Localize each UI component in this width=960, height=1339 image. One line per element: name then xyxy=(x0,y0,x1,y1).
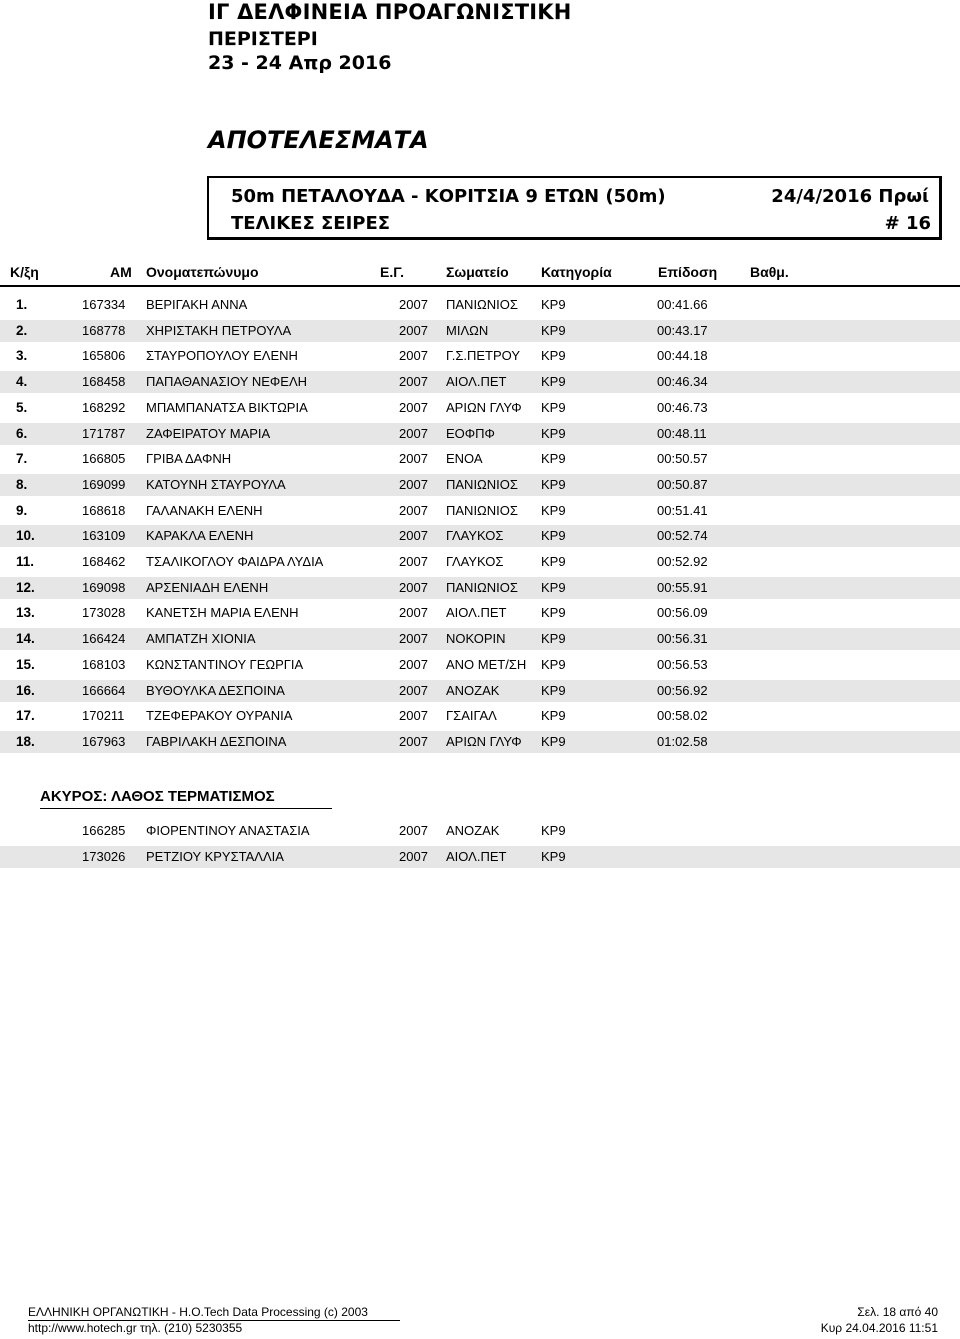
name-cell: ΖΑΦΕΙΡΑΤΟΥ ΜΑΡΙΑ xyxy=(146,426,271,441)
club-cell: ΑΙΟΛ.ΠΕΤ xyxy=(446,849,507,864)
year-cell: 2007 xyxy=(399,528,428,543)
col-club: Σωματείο xyxy=(446,264,509,280)
time-cell: 00:44.18 xyxy=(657,348,708,363)
col-category: Κατηγορία xyxy=(541,264,612,280)
time-cell: 00:46.34 xyxy=(657,374,708,389)
year-cell: 2007 xyxy=(399,849,428,864)
year-cell: 2007 xyxy=(399,554,428,569)
name-cell: ΤΣΑΛΙΚΟΓΛΟΥ ΦΑΙΔΡΑ ΛΥΔΙΑ xyxy=(146,554,324,569)
category-cell: ΚΡ9 xyxy=(541,849,566,864)
category-cell: ΚΡ9 xyxy=(541,554,566,569)
am-cell: 167963 xyxy=(82,734,126,749)
time-cell: 00:55.91 xyxy=(657,580,708,595)
club-cell: ΑΝΟΖΑΚ xyxy=(446,683,500,698)
am-cell: 165806 xyxy=(82,348,126,363)
name-cell: ΑΡΣΕΝΙΑΔΗ ΕΛΕΝΗ xyxy=(146,580,269,595)
club-cell: ΑΙΟΛ.ΠΕΤ xyxy=(446,374,507,389)
time-cell: 00:56.31 xyxy=(657,631,708,646)
time-cell: 00:56.92 xyxy=(657,683,708,698)
col-points: Βαθμ. xyxy=(750,264,789,280)
time-cell: 00:52.92 xyxy=(657,554,708,569)
name-cell: ΒΥΘΟΥΛΚΑ ΔΕΣΠΟΙΝΑ xyxy=(146,683,285,698)
event-date: 24/4/2016 Πρωί xyxy=(771,186,929,207)
rank-cell: 6. xyxy=(16,426,28,441)
table-row xyxy=(0,525,960,547)
club-cell: ΑΡΙΩΝ ΓΛΥΦ xyxy=(446,734,522,749)
time-cell: 00:48.11 xyxy=(657,426,707,441)
year-cell: 2007 xyxy=(399,631,428,646)
year-cell: 2007 xyxy=(399,451,428,466)
club-cell: ΕΟΦΠΦ xyxy=(446,426,495,441)
table-row xyxy=(0,448,960,470)
rank-cell: 4. xyxy=(16,374,28,389)
name-cell: ΤΖΕΦΕΡΑΚΟΥ ΟΥΡΑΝΙΑ xyxy=(146,708,293,723)
club-cell: ΓΛΑΥΚΟΣ xyxy=(446,528,504,543)
table-row xyxy=(0,371,960,393)
am-cell: 168618 xyxy=(82,503,126,518)
category-cell: ΚΡ9 xyxy=(541,297,566,312)
time-cell: 00:51.41 xyxy=(657,503,708,518)
year-cell: 2007 xyxy=(399,374,428,389)
am-cell: 169098 xyxy=(82,580,126,595)
name-cell: ΒΕΡΙΓΑΚΗ ΑΝΝΑ xyxy=(146,297,248,312)
am-cell: 166805 xyxy=(82,451,126,466)
table-row xyxy=(0,345,960,367)
time-cell: 00:46.73 xyxy=(657,400,708,415)
time-cell: 00:50.87 xyxy=(657,477,708,492)
time-cell: 00:43.17 xyxy=(657,323,708,338)
am-cell: 168778 xyxy=(82,323,126,338)
disqualified-title: ΑΚΥΡΟΣ: ΛΑΘΟΣ ΤΕΡΜΑΤΙΣΜΟΣ xyxy=(40,788,275,805)
meet-city: ΠΕΡΙΣΤΕΡΙ xyxy=(208,28,318,50)
rank-cell: 12. xyxy=(16,580,35,595)
time-cell: 00:56.09 xyxy=(657,605,708,620)
club-cell: ΠΑΝΙΩΝΙΟΣ xyxy=(446,297,518,312)
col-am: ΑΜ xyxy=(110,264,132,280)
club-cell: ΠΑΝΙΩΝΙΟΣ xyxy=(446,503,518,518)
am-cell: 163109 xyxy=(82,528,126,543)
category-cell: ΚΡ9 xyxy=(541,708,566,723)
col-rank: Κ/ξη xyxy=(10,264,39,280)
club-cell: ΠΑΝΙΩΝΙΟΣ xyxy=(446,580,518,595)
am-cell: 168462 xyxy=(82,554,126,569)
am-cell: 173026 xyxy=(82,849,126,864)
col-time: Επίδοση xyxy=(658,264,718,280)
year-cell: 2007 xyxy=(399,683,428,698)
category-cell: ΚΡ9 xyxy=(541,605,566,620)
disqualified-underline xyxy=(40,808,332,809)
event-name: 50m ΠΕΤΑΛΟΥΔΑ - ΚΟΡΙΤΣΙΑ 9 ΕΤΩΝ (50m) xyxy=(231,186,666,207)
year-cell: 2007 xyxy=(399,426,428,441)
name-cell: ΓΡΙΒΑ ΔΑΦΝΗ xyxy=(146,451,232,466)
club-cell: ΑΝΟ ΜΕΤ/ΣΗ xyxy=(446,657,527,672)
am-cell: 166285 xyxy=(82,823,126,838)
rank-cell: 5. xyxy=(16,400,28,415)
name-cell: ΓΑΒΡΙΛΑΚΗ ΔΕΣΠΟΙΝΑ xyxy=(146,734,287,749)
rank-cell: 15. xyxy=(16,657,35,672)
rank-cell: 3. xyxy=(16,348,28,363)
year-cell: 2007 xyxy=(399,323,428,338)
table-row xyxy=(0,705,960,727)
table-row xyxy=(0,551,960,573)
category-cell: ΚΡ9 xyxy=(541,823,566,838)
table-row xyxy=(0,397,960,419)
event-number: # 16 xyxy=(884,213,931,234)
rank-cell: 8. xyxy=(16,477,28,492)
year-cell: 2007 xyxy=(399,348,428,363)
am-cell: 167334 xyxy=(82,297,126,312)
category-cell: ΚΡ9 xyxy=(541,631,566,646)
time-cell: 00:58.02 xyxy=(657,708,708,723)
table-row xyxy=(0,680,960,702)
club-cell: ΑΡΙΩΝ ΓΛΥΦ xyxy=(446,400,522,415)
rank-cell: 13. xyxy=(16,605,35,620)
category-cell: ΚΡ9 xyxy=(541,683,566,698)
rank-cell: 1. xyxy=(16,297,28,312)
club-cell: ΜΙΛΩΝ xyxy=(446,323,489,338)
col-name: Ονοματεπώνυμο xyxy=(146,264,259,280)
table-row xyxy=(0,500,960,522)
category-cell: ΚΡ9 xyxy=(541,323,566,338)
footer-company: ΕΛΛΗΝΙΚΗ ΟΡΓΑΝΩΤΙΚΗ - Η.Ο.Tech Data Processing (c) 2003 xyxy=(28,1305,368,1319)
club-cell: Γ.Σ.ΠΕΤΡΟΥ xyxy=(446,348,521,363)
category-cell: ΚΡ9 xyxy=(541,374,566,389)
club-cell: ΓΛΑΥΚΟΣ xyxy=(446,554,504,569)
club-cell: ΓΣΑΙΓΑΛ xyxy=(446,708,497,723)
rank-cell: 14. xyxy=(16,631,35,646)
header-divider xyxy=(0,285,960,287)
time-cell: 00:52.74 xyxy=(657,528,708,543)
time-cell: 01:02.58 xyxy=(657,734,708,749)
rank-cell: 10. xyxy=(16,528,35,543)
category-cell: ΚΡ9 xyxy=(541,451,566,466)
table-row xyxy=(0,731,960,753)
year-cell: 2007 xyxy=(399,657,428,672)
time-cell: 00:50.57 xyxy=(657,451,708,466)
year-cell: 2007 xyxy=(399,503,428,518)
footer-timestamp: Κυρ 24.04.2016 11:51 xyxy=(820,1321,938,1335)
category-cell: ΚΡ9 xyxy=(541,400,566,415)
category-cell: ΚΡ9 xyxy=(541,503,566,518)
club-cell: ΑΝΟΖΑΚ xyxy=(446,823,500,838)
year-cell: 2007 xyxy=(399,580,428,595)
name-cell: ΑΜΠΑΤΖΗ ΧΙΟΝΙΑ xyxy=(146,631,256,646)
meet-dates: 23 - 24 Απρ 2016 xyxy=(208,52,392,74)
table-row xyxy=(0,628,960,650)
am-cell: 168103 xyxy=(82,657,126,672)
club-cell: ΝΟΚΟΡΙΝ xyxy=(446,631,506,646)
club-cell: ΠΑΝΙΩΝΙΟΣ xyxy=(446,477,518,492)
table-row xyxy=(0,474,960,496)
col-year: Ε.Γ. xyxy=(380,264,404,280)
rank-cell: 7. xyxy=(16,451,28,466)
meet-title: ΙΓ ΔΕΛΦΙΝΕΙΑ ΠΡΟΑΓΩΝΙΣΤΙΚΗ xyxy=(208,0,572,24)
club-cell: ΑΙΟΛ.ΠΕΤ xyxy=(446,605,507,620)
table-row xyxy=(0,577,960,599)
page-title: ΑΠΟΤΕΛΕΣΜΑΤΑ xyxy=(208,126,429,154)
table-row xyxy=(0,320,960,342)
year-cell: 2007 xyxy=(399,734,428,749)
name-cell: ΜΠΑΜΠΑΝΑΤΣΑ ΒΙΚΤΩΡΙΑ xyxy=(146,400,308,415)
name-cell: ΚΩΝΣΤΑΝΤΙΝΟΥ ΓΕΩΡΓΙΑ xyxy=(146,657,304,672)
category-cell: ΚΡ9 xyxy=(541,734,566,749)
am-cell: 166424 xyxy=(82,631,126,646)
am-cell: 169099 xyxy=(82,477,126,492)
year-cell: 2007 xyxy=(399,297,428,312)
category-cell: ΚΡ9 xyxy=(541,580,566,595)
am-cell: 171787 xyxy=(82,426,126,441)
time-cell: 00:41.66 xyxy=(657,297,708,312)
am-cell: 173028 xyxy=(82,605,126,620)
name-cell: ΣΤΑΥΡΟΠΟΥΛΟΥ ΕΛΕΝΗ xyxy=(146,348,298,363)
club-cell: ΕΝΟΑ xyxy=(446,451,483,466)
rank-cell: 16. xyxy=(16,683,35,698)
category-cell: ΚΡ9 xyxy=(541,426,566,441)
year-cell: 2007 xyxy=(399,708,428,723)
rank-cell: 17. xyxy=(16,708,35,723)
name-cell: ΠΑΠΑΘΑΝΑΣΙΟΥ ΝΕΦΕΛΗ xyxy=(146,374,308,389)
name-cell: ΧΗΡΙΣΤΑΚΗ ΠΕΤΡΟΥΛΑ xyxy=(146,323,292,338)
disqualified-row xyxy=(0,846,960,868)
year-cell: 2007 xyxy=(399,477,428,492)
rank-cell: 11. xyxy=(16,554,35,569)
category-cell: ΚΡ9 xyxy=(541,528,566,543)
name-cell: ΡΕΤΖΙΟΥ ΚΡΥΣΤΑΛΛΙΑ xyxy=(146,849,284,864)
am-cell: 168292 xyxy=(82,400,126,415)
category-cell: ΚΡ9 xyxy=(541,348,566,363)
category-cell: ΚΡ9 xyxy=(541,477,566,492)
rank-cell: 18. xyxy=(16,734,35,749)
table-row xyxy=(0,294,960,316)
am-cell: 170211 xyxy=(82,708,125,723)
year-cell: 2007 xyxy=(399,823,428,838)
time-cell: 00:56.53 xyxy=(657,657,708,672)
rank-cell: 2. xyxy=(16,323,28,338)
disqualified-row xyxy=(0,820,960,842)
am-cell: 168458 xyxy=(82,374,126,389)
event-box xyxy=(207,176,942,240)
table-row xyxy=(0,654,960,676)
am-cell: 166664 xyxy=(82,683,126,698)
year-cell: 2007 xyxy=(399,400,428,415)
event-heat: ΤΕΛΙΚΕΣ ΣΕΙΡΕΣ xyxy=(231,213,391,234)
table-row xyxy=(0,423,960,445)
name-cell: ΦΙΟΡΕΝΤΙΝΟΥ ΑΝΑΣΤΑΣΙΑ xyxy=(146,823,310,838)
name-cell: ΚΑΡΑΚΛΑ ΕΛΕΝΗ xyxy=(146,528,254,543)
name-cell: ΚΑΝΕΤΣΗ ΜΑΡΙΑ ΕΛΕΝΗ xyxy=(146,605,299,620)
name-cell: ΚΑΤΟΥΝΗ ΣΤΑΥΡΟΥΛΑ xyxy=(146,477,286,492)
year-cell: 2007 xyxy=(399,605,428,620)
table-row xyxy=(0,602,960,624)
name-cell: ΓΑΛΑΝΑΚΗ ΕΛΕΝΗ xyxy=(146,503,263,518)
footer-contact: http://www.hotech.gr τηλ. (210) 5230355 xyxy=(28,1321,243,1335)
footer-page: Σελ. 18 από 40 xyxy=(857,1305,938,1319)
rank-cell: 9. xyxy=(16,503,28,518)
category-cell: ΚΡ9 xyxy=(541,657,566,672)
